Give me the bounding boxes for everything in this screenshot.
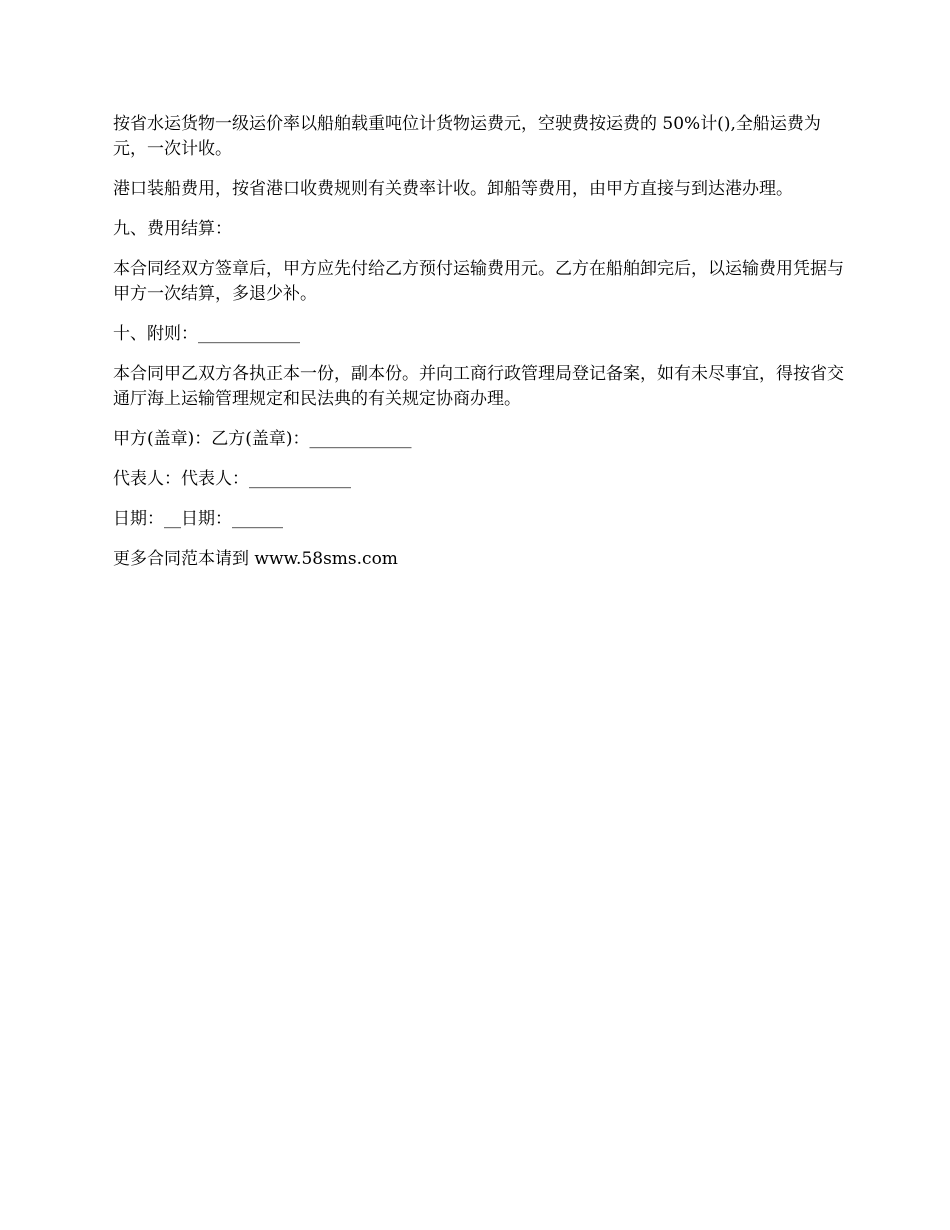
section-ten-heading: 十、附则：____________ [113, 324, 300, 344]
section-nine-heading: 九、费用结算： [113, 219, 232, 239]
port-loading-fee-paragraph: 港口装船费用，按省港口收费规则有关费率计收。卸船等费用，由甲方直接与到达港办理。 [113, 179, 793, 199]
representative-line: 代表人：代表人：____________ [113, 469, 351, 489]
document-body [113, 112, 853, 587]
party-seal-line: 甲方(盖章)：乙方(盖章)：____________ [113, 429, 412, 449]
date-line: 日期：__日期：______ [113, 509, 283, 529]
freight-rate-paragraph: 按省水运货物一级运价率以船舶载重吨位计货物运费元，空驶费按运费的 50%计(),全船运费为元，一次计收。 [113, 114, 821, 159]
settlement-paragraph: 本合同经双方签章后，甲方应先付给乙方预付运输费用元。乙方在船舶卸完后，以运输费用凭据与甲方一次结算，多退少补。 [113, 259, 844, 304]
copies-filing-paragraph: 本合同甲乙双方各执正本一份，副本份。并向工商行政管理局登记备案，如有未尽事宜，得按省交通厅海上运输管理规定和民法典的有关规定协商办理。 [113, 364, 844, 409]
more-templates-footer: 更多合同范本请到 www.58sms.com [113, 549, 398, 569]
